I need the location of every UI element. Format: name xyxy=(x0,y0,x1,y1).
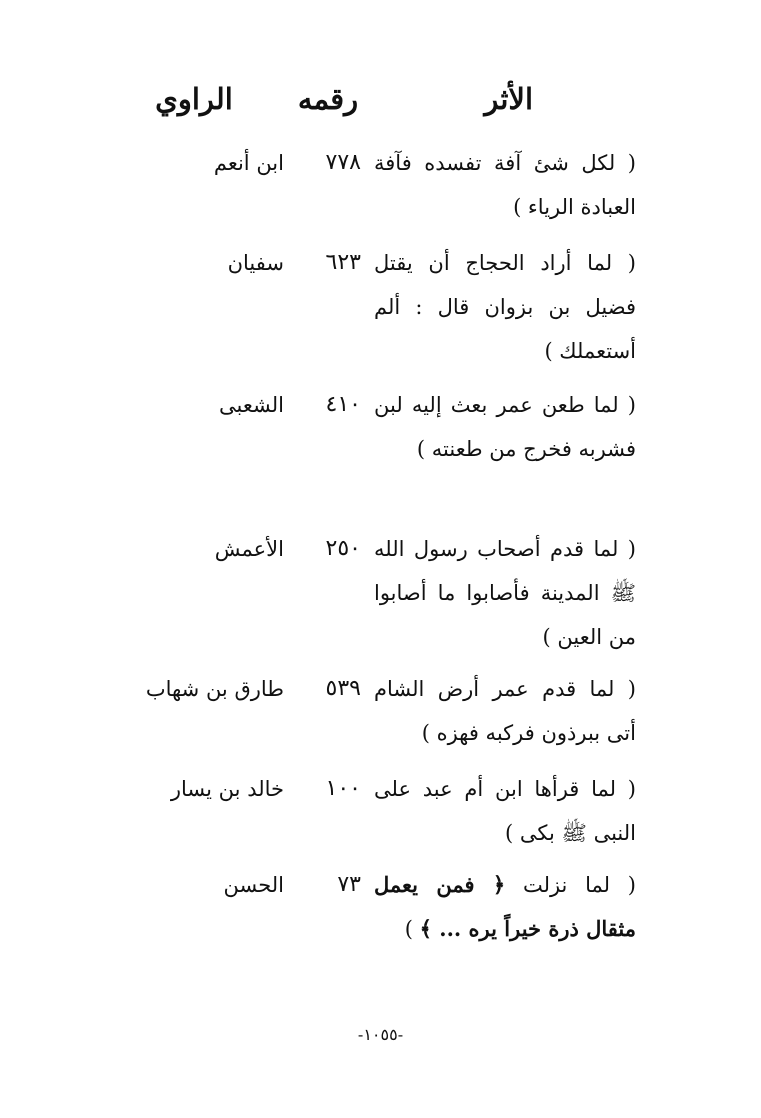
entry-number: ٢٥٠ xyxy=(325,536,361,561)
entry-narrator: سفيان xyxy=(227,251,284,275)
entry-number: ٤١٠ xyxy=(325,392,361,417)
entry-number: ٧٧٨ xyxy=(325,150,361,175)
header-narrator: الراوي xyxy=(155,82,233,116)
entry-narrator: الشعبى xyxy=(219,393,284,417)
entry-narrator: خالد بن يسار xyxy=(170,777,284,801)
entry-number: ٥٣٩ xyxy=(325,676,361,701)
entry-number: ١٠٠ xyxy=(325,776,361,801)
entry-number: ٦٢٣ xyxy=(325,250,361,275)
entry-narrator: الحسن xyxy=(223,873,284,897)
page-number: -١٠٥٥- xyxy=(357,1025,404,1044)
header-number: رقمه xyxy=(297,82,359,116)
header-athar: الأثر xyxy=(484,82,533,116)
entry-text: ( لما أراد الحجاج أن يقتل فضيل بن بزوان قال : ألم أستعملك ) xyxy=(374,251,636,363)
entry-text: ( لما قدم عمر أرض الشام أتى ببرذون فركبه فهزه ) xyxy=(374,677,636,745)
entry-number: ٧٣ xyxy=(337,872,361,897)
entry-text-plain: ( لما نزلت xyxy=(505,873,636,897)
entry-narrator: ابن أنعم xyxy=(213,151,284,175)
entry-text: ( لكل شئ آفة تفسده فآفة العبادة الرياء ) xyxy=(374,151,636,219)
entry-text: ( لما قرأها ابن أم عبد على النبى ﷺ بكى ) xyxy=(374,777,636,845)
entry-text: ( لما قدم أصحاب رسول الله ﷺ المدينة فأصابوا ما أصابوا من العين ) xyxy=(374,537,636,649)
entry-text xyxy=(374,863,636,951)
entry-text-quran: ﴿ فمن يعمل مثقال ذرة خيراً يره ... ﴾ xyxy=(374,872,636,941)
entry-narrator: طارق بن شهاب xyxy=(145,677,284,701)
entry-narrator: الأعمش xyxy=(214,537,284,561)
entry-text-end: ) xyxy=(404,917,420,941)
entry-text: ( لما طعن عمر بعث إليه لبن فشربه فخرج من طعنته ) xyxy=(374,393,636,461)
